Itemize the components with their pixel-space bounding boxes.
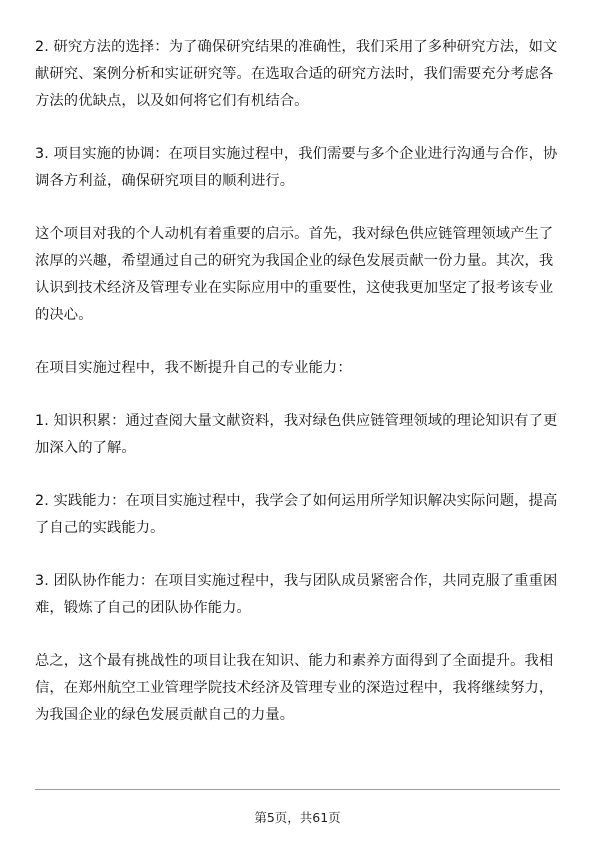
paragraph-teamwork: 3. 团队协作能力：在项目实施过程中，我与团队成员紧密合作，共同克服了重重困难，锻炼了自己的团队协作能力。 — [35, 573, 558, 616]
paragraph-project-coordination: 3. 项目实施的协调：在项目实施过程中，我们需要与多个企业进行沟通与合作，协调各方利益，确保研究项目的顺利进行。 — [35, 146, 558, 189]
paragraph-research-methods: 2. 研究方法的选择：为了确保研究结果的准确性，我们采用了多种研究方法，如文献研究、案例分析和实证研究等。在选取合适的研究方法时，我们需要充分考虑各方法的优缺点，以及如何将它们有机结合。 — [35, 39, 558, 109]
paragraph-knowledge: 1. 知识积累：通过查阅大量文献资料，我对绿色供应链管理领域的理论知识有了更加深入的了解。 — [35, 413, 558, 456]
document-body — [35, 34, 561, 755]
footer-divider — [35, 789, 560, 790]
paragraph-conclusion: 总之，这个最有挑战性的项目让我在知识、能力和素养方面得到了全面提升。我相信，在郑州航空工业管理学院技术经济及管理专业的深造过程中，我将继续努力，为我国企业的绿色发展贡献自己的力量。 — [35, 653, 554, 723]
paragraph-ability-intro: 在项目实施过程中，我不断提升自己的专业能力： — [35, 360, 352, 376]
paragraph-personal-motivation: 这个项目对我的个人动机有着重要的启示。首先，我对绿色供应链管理领域产生了浓厚的兴趣，希望通过自己的研究为我国企业的绿色发展贡献一份力量。其次，我认识到技术经济及管理专业在实际应用中的重要性，这使我更加坚定了报考该专业的决心。 — [35, 226, 554, 323]
page-number: 第5页，共61页 — [254, 810, 341, 825]
paragraph-practice: 2. 实践能力：在项目实施过程中，我学会了如何运用所学知识解决实际问题，提高了自己的实践能力。 — [35, 493, 558, 536]
